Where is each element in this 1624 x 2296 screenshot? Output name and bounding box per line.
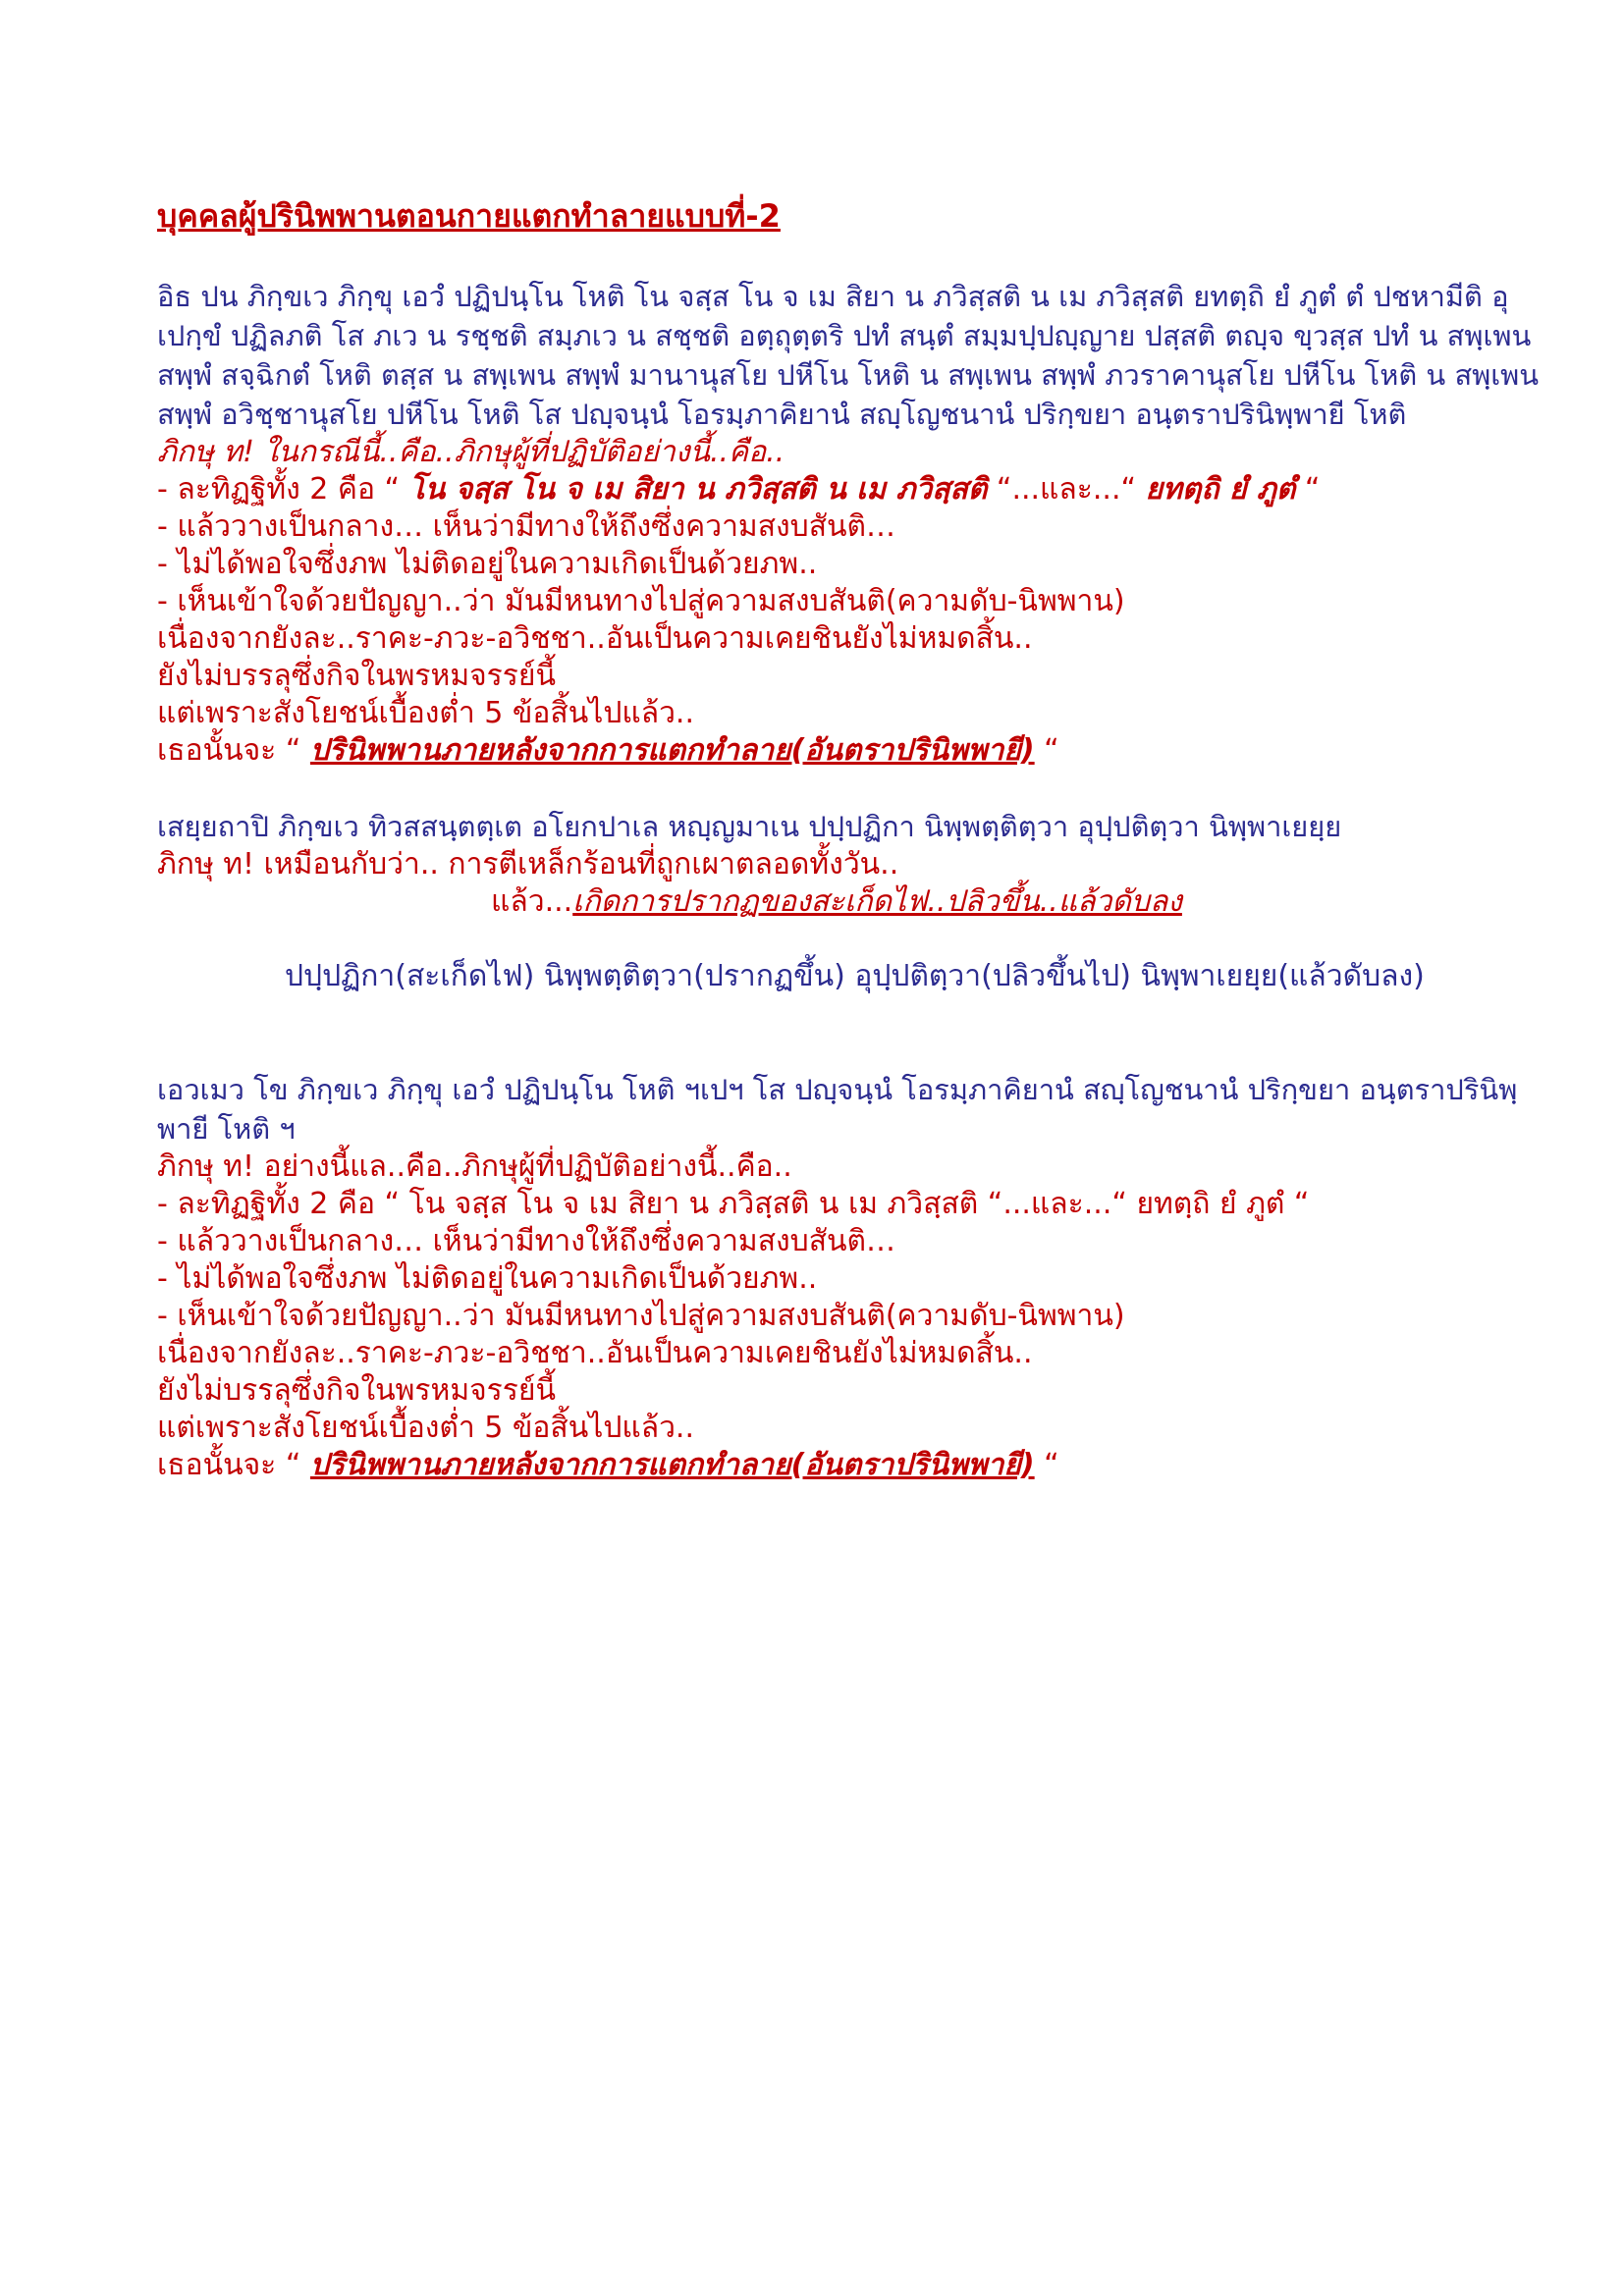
pali-passage: อิธ ปน ภิกฺขเว ภิกฺขุ เอวํ ปฏิปนฺโน โหติ โน จสฺส โน จ เม สิยา น ภวิสฺสติ น เม ภวิสฺสติ ยทตฺถิ ยํ ภูตํ ตํ ปชหามีติ อุเปกฺขํ ปฏิลภติ โส ภเว น รชฺชติ สมฺภเว น สชฺชติ อตฺถุตฺตริ ปทํ สนฺตํ สมฺมปฺปญฺญาย ปสฺสติ ตญฺจ ขฺวสฺส ปทํ น สพฺเพน สพฺพํ สจฺฉิกตํ โหติ ตสฺส น สพฺเพน สพฺพํ มานานุสโย ปหีโน โหติ น สพฺเพน สพฺพํ ภวราคานุสโย ปหีโน โหติ น สพฺเพน สพฺพํ อวิชฺชานุสโย ปหีโน โหติ โส ปญฺจนฺนํ โอรมฺภาคิยานํ สญฺโญชนานํ ปริกฺขยา อนฺตราปรินิพฺพายี โหติ [157,280,1540,431]
section-3 [157,1070,1551,1484]
text-fragment: “ [1295,472,1321,507]
list-item: - ไม่ได้พอใจซึ่งภพ ไม่ติดอยู่ในความเกิดเป็นด้วยภพ.. [157,547,818,581]
intro-line: ภิกษุ ท! อย่างนี้แล..คือ..ภิกษุผู้ที่ปฏิบัติอย่างนี้..คือ.. [157,1149,792,1184]
spacer [157,921,1551,958]
text-fragment: - ละทิฏฐิทั้ง 2 คือ “ [157,472,409,507]
simile-line [157,883,1551,921]
intro-line: ภิกษุ ท! ในกรณีนี้..คือ..ภิกษุผู้ที่ปฏิบัติอย่างนี้..คือ.. [157,435,785,469]
pali-passage: เสยฺยถาปิ ภิกฺขเว ทิวสสนฺตตฺเต อโยกปาเล หญฺญมาเน ปปฺปฏิกา นิพฺพตฺติตฺวา อุปฺปติตฺวา นิพฺพาเยยฺย [157,810,1342,843]
text-fragment: เธอนั้นจะ “ [157,1448,310,1482]
text-line: แต่เพราะสังโยชน์เบื้องต่ำ 5 ข้อสิ้นไปแล้ว.. [157,696,695,730]
pali-quote: ยทตฺถิ ยํ ภูตํ [1145,472,1296,507]
text-line: เนื่องจากยังละ..ราคะ-ภวะ-อวิชชา..อันเป็นความเคยชินยังไม่หมดสิ้น.. [157,1336,1033,1370]
list-item [157,471,1551,508]
list-item: - แล้ววางเป็นกลาง… เห็นว่ามีทางให้ถึงซึ่งความสงบสันติ… [157,1224,896,1258]
text-line: ยังไม่บรรลุซึ่งกิจในพรหมจรรย์นี้ [157,1373,556,1408]
key-term: ปรินิพพานภายหลังจากการแตกทำลาย(อันตราปรินิพพายี) [309,733,1035,768]
key-term: ปรินิพพานภายหลังจากการแตกทำลาย(อันตราปรินิพพายี) [309,1448,1035,1482]
simile-term: เกิดการปรากฏของสะเก็ดไฟ..ปลิวขึ้น..แล้วดับลง [572,884,1182,919]
text-line: เนื่องจากยังละ..ราคะ-ภวะ-อวิชชา..อันเป็นความเคยชินยังไม่หมดสิ้น.. [157,621,1033,656]
text-line: แต่เพราะสังโยชน์เบื้องต่ำ 5 ข้อสิ้นไปแล้ว.. [157,1411,695,1445]
list-item: - เห็นเข้าใจด้วยปัญญา..ว่า มันมีหนทางไปสู่ความสงบสันติ(ความดับ-นิพพาน) [157,1299,1125,1333]
glossary-line: ปปฺปฏิกา(สะเก็ดไฟ) นิพฺพตฺติตฺวา(ปรากฏขึ้น) อุปฺปติตฺวา(ปลิวขึ้นไป) นิพฺพาเยยฺย(แล้วดับลง) [285,959,1425,993]
document-page [157,194,1551,1484]
text-fragment: “...และ...“ [987,472,1146,507]
text-fragment: “ [1034,1448,1059,1482]
section-1 [157,277,1551,770]
conclusion-line [157,1447,1551,1484]
spacer [157,995,1551,1070]
page-title: บุคคลผู้ปรินิพพานตอนกายแตกทำลายแบบที่-2 [157,197,781,235]
text-fragment: เธอนั้นจะ “ [157,733,310,768]
list-item: - แล้ววางเป็นกลาง… เห็นว่ามีทางให้ถึงซึ่งความสงบสันติ… [157,509,896,544]
text-fragment: “ [1034,733,1059,768]
text-fragment: แล้ว... [491,884,573,919]
section-2 [157,807,1551,995]
pali-passage: เอวเมว โข ภิกฺขเว ภิกฺขุ เอวํ ปฏิปนฺโน โหติ ฯเปฯ โส ปญฺจนฺนํ โอรมฺภาคิยานํ สญฺโญชนานํ ปริกฺขยา อนฺตราปรินิพฺพายี โหติ ฯ [157,1073,1518,1146]
list-item: - ไม่ได้พอใจซึ่งภพ ไม่ติดอยู่ในความเกิดเป็นด้วยภพ.. [157,1261,818,1296]
list-item: - เห็นเข้าใจด้วยปัญญา..ว่า มันมีหนทางไปสู่ความสงบสันติ(ความดับ-นิพพาน) [157,584,1125,618]
conclusion-line [157,732,1551,770]
simile-line: ภิกษุ ท! เหมือนกับว่า.. การตีเหล็กร้อนที่ถูกเผาตลอดทั้งวัน.. [157,847,899,881]
text-line: ยังไม่บรรลุซึ่งกิจในพรหมจรรย์นี้ [157,659,556,693]
list-item: - ละทิฏฐิทั้ง 2 คือ “ โน จสฺส โน จ เม สิยา น ภวิสฺสติ น เม ภวิสฺสติ “...และ...“ ยทตฺถิ ยํ ภูตํ “ [157,1187,1310,1221]
pali-quote: โน จสฺส โน จ เม สิยา น ภวิสฺสติ น เม ภวิสฺสติ [408,472,988,507]
spacer [157,770,1551,807]
